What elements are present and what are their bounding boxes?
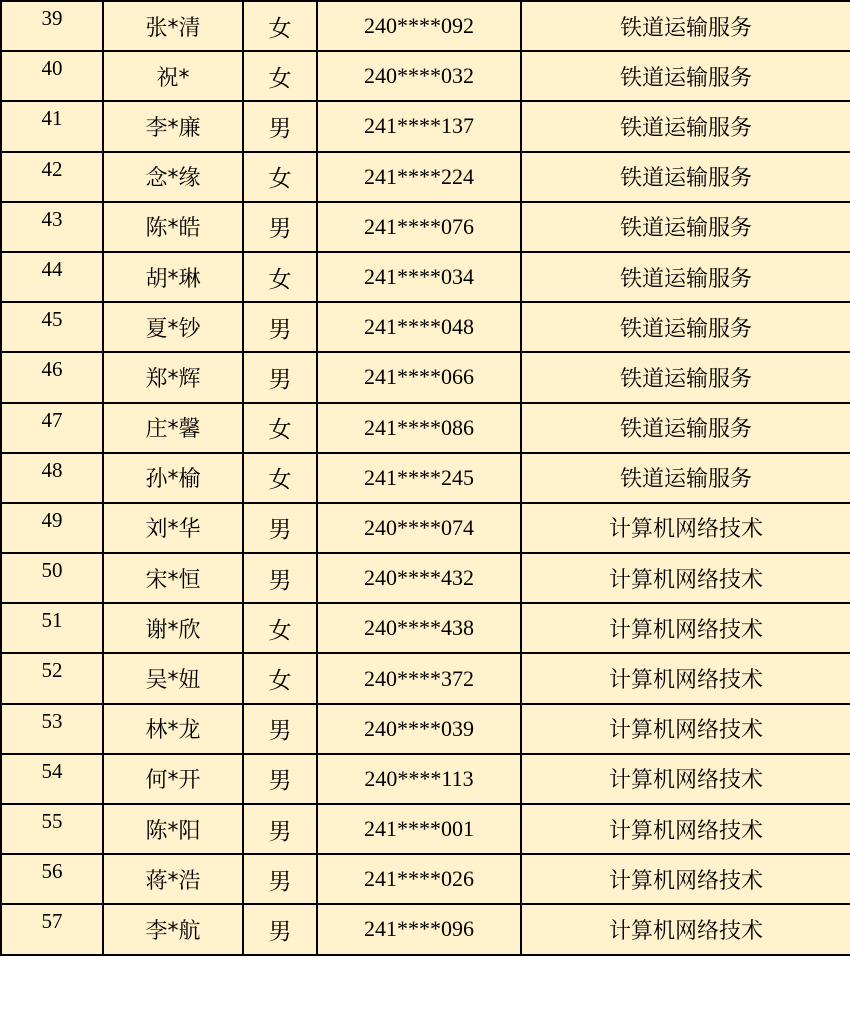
- student-name-cell: 陈*皓: [103, 202, 243, 252]
- table-row: [1, 152, 850, 202]
- table-row: [1, 352, 850, 402]
- gender-cell: 男: [243, 503, 317, 553]
- table-row: [1, 603, 850, 653]
- student-name-cell: 何*开: [103, 754, 243, 804]
- student-id-cell: 241****066: [317, 352, 521, 402]
- major-cell: 铁道运输服务: [521, 453, 850, 503]
- table-row: [1, 252, 850, 302]
- student-name-cell: 孙*榆: [103, 453, 243, 503]
- row-number-cell: 41: [1, 101, 103, 151]
- row-number-cell: 49: [1, 503, 103, 553]
- row-number-cell: 39: [1, 1, 103, 51]
- student-name-cell: 张*清: [103, 1, 243, 51]
- table-row: [1, 854, 850, 904]
- student-name-cell: 刘*华: [103, 503, 243, 553]
- major-cell: 铁道运输服务: [521, 101, 850, 151]
- student-id-cell: 241****048: [317, 302, 521, 352]
- major-cell: 铁道运输服务: [521, 152, 850, 202]
- student-id-cell: 241****096: [317, 904, 521, 954]
- row-number-cell: 48: [1, 453, 103, 503]
- major-cell: 铁道运输服务: [521, 403, 850, 453]
- student-id-cell: 241****086: [317, 403, 521, 453]
- gender-cell: 男: [243, 904, 317, 954]
- student-id-cell: 241****224: [317, 152, 521, 202]
- gender-cell: 女: [243, 51, 317, 101]
- gender-cell: 男: [243, 754, 317, 804]
- gender-cell: 女: [243, 653, 317, 703]
- gender-cell: 男: [243, 302, 317, 352]
- table-row: [1, 804, 850, 854]
- major-cell: 铁道运输服务: [521, 51, 850, 101]
- table-row: [1, 503, 850, 553]
- table-row: [1, 202, 850, 252]
- table-row: [1, 101, 850, 151]
- major-cell: 铁道运输服务: [521, 302, 850, 352]
- student-name-cell: 庄*馨: [103, 403, 243, 453]
- table-row: [1, 1, 850, 51]
- student-id-cell: 241****026: [317, 854, 521, 904]
- student-name-cell: 蒋*浩: [103, 854, 243, 904]
- major-cell: 铁道运输服务: [521, 1, 850, 51]
- gender-cell: 女: [243, 453, 317, 503]
- major-cell: 铁道运输服务: [521, 252, 850, 302]
- major-cell: 铁道运输服务: [521, 202, 850, 252]
- major-cell: 计算机网络技术: [521, 653, 850, 703]
- row-number-cell: 54: [1, 754, 103, 804]
- student-id-cell: 240****438: [317, 603, 521, 653]
- student-name-cell: 郑*辉: [103, 352, 243, 402]
- gender-cell: 女: [243, 1, 317, 51]
- major-cell: 计算机网络技术: [521, 904, 850, 954]
- student-id-cell: 240****432: [317, 553, 521, 603]
- student-name-cell: 祝*: [103, 51, 243, 101]
- student-id-cell: 240****074: [317, 503, 521, 553]
- gender-cell: 女: [243, 403, 317, 453]
- major-cell: 计算机网络技术: [521, 704, 850, 754]
- table-row: [1, 453, 850, 503]
- major-cell: 计算机网络技术: [521, 754, 850, 804]
- table-row: [1, 653, 850, 703]
- row-number-cell: 40: [1, 51, 103, 101]
- row-number-cell: 44: [1, 252, 103, 302]
- major-cell: 计算机网络技术: [521, 603, 850, 653]
- student-name-cell: 李*廉: [103, 101, 243, 151]
- table-row: [1, 302, 850, 352]
- row-number-cell: 43: [1, 202, 103, 252]
- major-cell: 计算机网络技术: [521, 804, 850, 854]
- row-number-cell: 56: [1, 854, 103, 904]
- gender-cell: 男: [243, 553, 317, 603]
- student-id-cell: 240****092: [317, 1, 521, 51]
- student-name-cell: 胡*琳: [103, 252, 243, 302]
- table-row: [1, 904, 850, 954]
- table-row: [1, 553, 850, 603]
- gender-cell: 男: [243, 704, 317, 754]
- row-number-cell: 46: [1, 352, 103, 402]
- roster-table-body: [1, 1, 850, 955]
- gender-cell: 男: [243, 352, 317, 402]
- row-number-cell: 57: [1, 904, 103, 954]
- student-id-cell: 241****001: [317, 804, 521, 854]
- major-cell: 计算机网络技术: [521, 503, 850, 553]
- student-id-cell: 240****032: [317, 51, 521, 101]
- gender-cell: 男: [243, 804, 317, 854]
- gender-cell: 女: [243, 603, 317, 653]
- row-number-cell: 47: [1, 403, 103, 453]
- gender-cell: 女: [243, 152, 317, 202]
- student-id-cell: 241****034: [317, 252, 521, 302]
- major-cell: 计算机网络技术: [521, 854, 850, 904]
- student-name-cell: 夏*钞: [103, 302, 243, 352]
- student-id-cell: 240****113: [317, 754, 521, 804]
- gender-cell: 男: [243, 202, 317, 252]
- student-id-cell: 240****039: [317, 704, 521, 754]
- gender-cell: 男: [243, 854, 317, 904]
- student-name-cell: 宋*恒: [103, 553, 243, 603]
- row-number-cell: 45: [1, 302, 103, 352]
- student-id-cell: 241****245: [317, 453, 521, 503]
- gender-cell: 男: [243, 101, 317, 151]
- student-name-cell: 陈*阳: [103, 804, 243, 854]
- major-cell: 计算机网络技术: [521, 553, 850, 603]
- row-number-cell: 53: [1, 704, 103, 754]
- student-name-cell: 林*龙: [103, 704, 243, 754]
- major-cell: 铁道运输服务: [521, 352, 850, 402]
- student-name-cell: 吴*妞: [103, 653, 243, 703]
- student-name-cell: 谢*欣: [103, 603, 243, 653]
- table-row: [1, 754, 850, 804]
- gender-cell: 女: [243, 252, 317, 302]
- row-number-cell: 52: [1, 653, 103, 703]
- student-id-cell: 241****076: [317, 202, 521, 252]
- student-id-cell: 241****137: [317, 101, 521, 151]
- table-row: [1, 51, 850, 101]
- row-number-cell: 55: [1, 804, 103, 854]
- student-name-cell: 念*缘: [103, 152, 243, 202]
- row-number-cell: 50: [1, 553, 103, 603]
- student-name-cell: 李*航: [103, 904, 243, 954]
- table-row: [1, 704, 850, 754]
- table-row: [1, 403, 850, 453]
- student-id-cell: 240****372: [317, 653, 521, 703]
- row-number-cell: 42: [1, 152, 103, 202]
- row-number-cell: 51: [1, 603, 103, 653]
